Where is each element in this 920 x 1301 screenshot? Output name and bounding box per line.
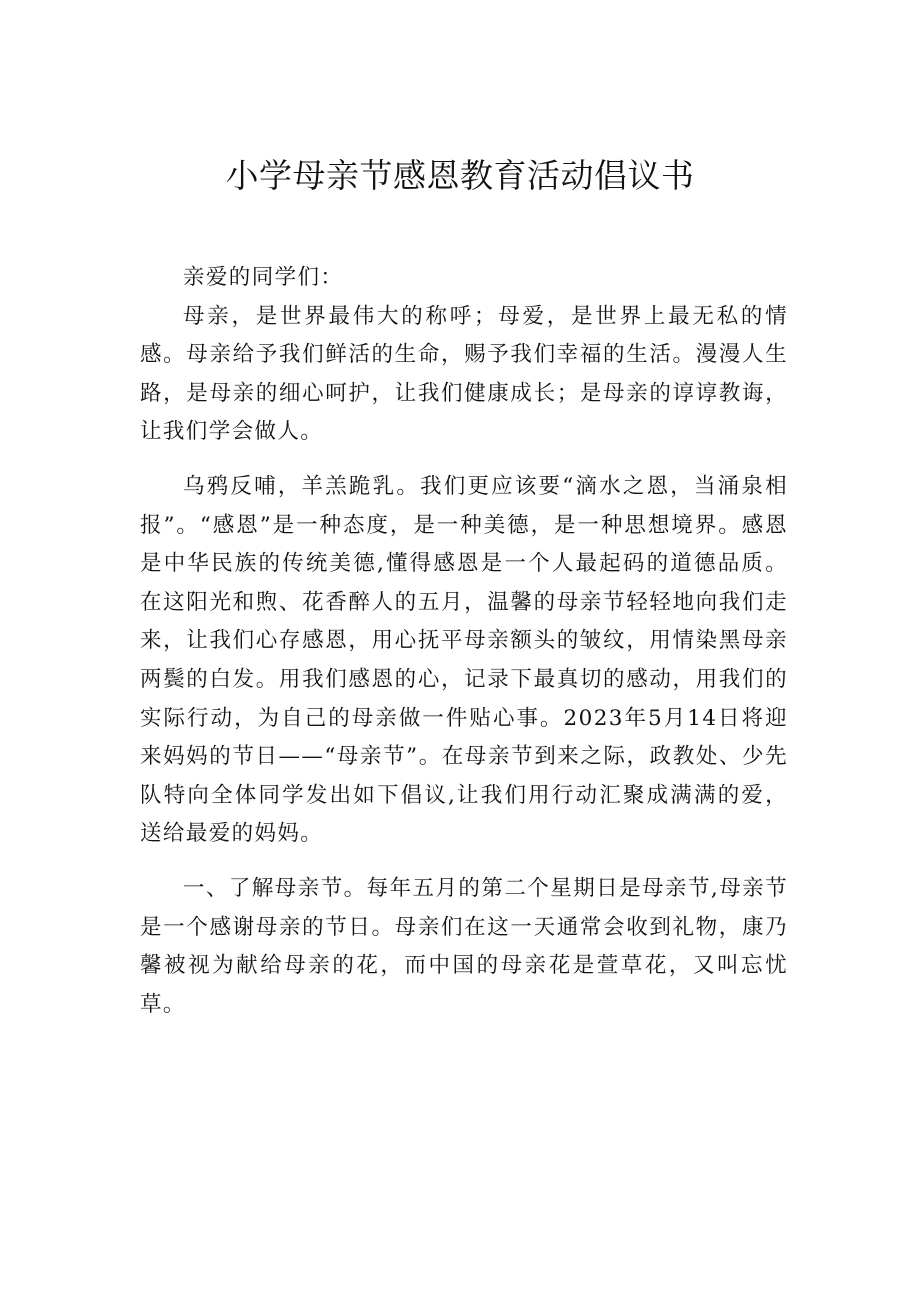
document-title: 小学母亲节感恩教育活动倡议书 [225, 156, 695, 195]
paragraph-3: 一、了解母亲节。每年五月的第二个星期日是母亲节,母亲节是一个感谢母亲的节日。母亲们在这一天通常会收到礼物，康乃馨被视为献给母亲的花，而中国的母亲花是萱草花，又叫忘忧草。 [140, 875, 788, 1017]
salutation: 亲爱的同学们： [183, 265, 344, 290]
paragraph-1: 母亲，是世界最伟大的称呼；母爱，是世界上最无私的情感。母亲给予我们鲜活的生命，赐予我们幸福的生活。漫漫人生路，是母亲的细心呵护，让我们健康成长；是母亲的谆谆教诲，让我们学会做人。 [140, 303, 788, 445]
document-body [140, 259, 788, 1024]
paragraph-2: 乌鸦反哺，羊羔跪乳。我们更应该要“滴水之恩，当涌泉相报”。“感恩”是一种态度，是一种美德，是一种思想境界。感恩是中华民族的传统美德,懂得感恩是一个人最起码的道德品质。在这阳光和煦、花香醉人的五月，温馨的母亲节轻轻地向我们走来，让我们心存感恩，用心抚平母亲额头的皱纹，用情染黑母亲两鬓的白发。用我们感恩的心，记录下最真切的感动，用我们的实际行动，为自己的母亲做一件贴心事。2023年5月14日将迎来妈妈的节日——“母亲节”。在母亲节到来之际，政教处、少先队特向全体同学发出如下倡议,让我们用行动汇聚成满满的爱，送给最爱的妈妈。 [140, 473, 788, 847]
